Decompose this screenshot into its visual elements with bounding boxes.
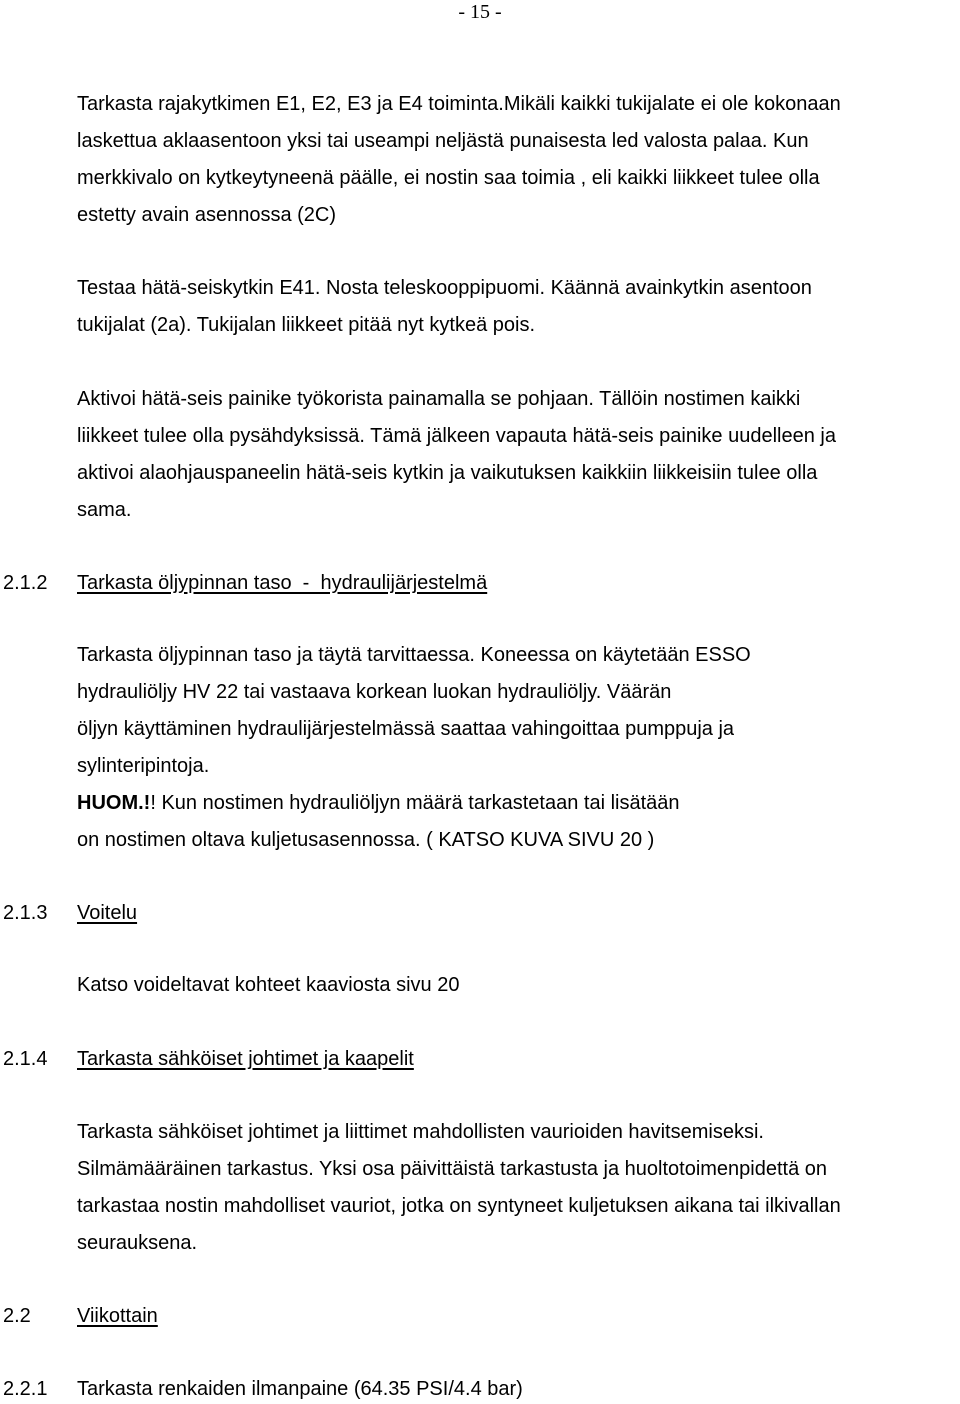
section-number-2-2-1: 2.2.1: [3, 1378, 48, 1400]
text-line: öljyn käyttäminen hydraulijärjestelmässä saattaa vahingoittaa pumppuja ja: [77, 718, 735, 740]
paragraph-limit-switch-check: [77, 86, 938, 234]
section-heading-oil-level: Tarkasta öljypinnan taso - hydraulijärjestelmä: [77, 572, 488, 594]
text-line: seurauksena.: [77, 1232, 198, 1254]
text-line: estetty avain asennossa (2C): [77, 204, 337, 226]
note-label: HUOM.!: [77, 792, 151, 814]
text-line: sylinteripintoja.: [77, 755, 210, 777]
section-number-2-1-2: 2.1.2: [3, 572, 48, 594]
paragraph-electrical: [77, 1114, 938, 1262]
section-number-2-1-4: 2.1.4: [3, 1048, 48, 1070]
paragraph-emergency-stop-activation: [77, 381, 938, 529]
section-number-2-1-3: 2.1.3: [3, 902, 48, 924]
text-line: merkkivalo on kytkeytyneenä päälle, ei nostin saa toimia , eli kaikki liikkeet tulee olla: [77, 167, 820, 189]
note-line: [77, 785, 938, 822]
section-number-2-2: 2.2: [3, 1305, 31, 1327]
paragraph-emergency-stop-test: [77, 270, 938, 344]
note-text: ! Kun nostimen hydrauliöljyn määrä tarkastetaan tai lisätään: [150, 792, 680, 814]
section-heading-tire-pressure: Tarkasta renkaiden ilmanpaine (64.35 PSI/4.4 bar): [77, 1378, 523, 1400]
text-line: hydrauliöljy HV 22 tai vastaava korkean luokan hydrauliöljy. Väärän: [77, 681, 672, 703]
text-line: Aktivoi hätä-seis painike työkorista painamalla se pohjaan. Tällöin nostimen kaikki: [77, 388, 801, 410]
text-line: Tarkasta sähköiset johtimet ja liittimet mahdollisten vaurioiden havitsemiseksi.: [77, 1121, 764, 1143]
page-number: - 15 -: [458, 1, 502, 23]
text-line: tarkastaa nostin mahdolliset vauriot, jotka on syntyneet kuljetuksen aikana tai ilkivallan: [77, 1195, 841, 1217]
text-line: aktivoi alaohjauspaneelin hätä-seis kytkin ja vaikutuksen kaikkiin liikkeisiin tulee olla: [77, 462, 818, 484]
text-line: Katso voideltavat kohteet kaaviosta sivu 20: [77, 974, 460, 996]
text-line: tukijalat (2a). Tukijalan liikkeet pitää nyt kytkeä pois.: [77, 314, 535, 336]
text-line: sama.: [77, 499, 132, 521]
section-heading-lubrication: Voitelu: [77, 902, 138, 924]
text-line: Tarkasta rajakytkimen E1, E2, E3 ja E4 toiminta.Mikäli kaikki tukijalate ei ole kokonaan: [77, 93, 841, 115]
text-line: laskettua aklaasentoon yksi tai useampi neljästä punaisesta led valosta palaa. Kun: [77, 130, 809, 152]
text-line: liikkeet tulee olla pysähdyksissä. Tämä jälkeen vapauta hätä-seis painike uudelleen ja: [77, 425, 836, 447]
section-heading-weekly: Viikottain: [77, 1305, 158, 1327]
text-line: on nostimen oltava kuljetusasennossa. ( KATSO KUVA SIVU 20 ): [77, 829, 655, 851]
text-line: Testaa hätä-seiskytkin E41. Nosta teleskooppipuomi. Käännä avainkytkin asentoon: [77, 277, 812, 299]
text-line: Silmämääräinen tarkastus. Yksi osa päivittäistä tarkastusta ja huoltotoimenpidettä on: [77, 1158, 828, 1180]
text-line: Tarkasta öljypinnan taso ja täytä tarvittaessa. Koneessa on käytetään ESSO: [77, 644, 751, 666]
section-heading-electrical: Tarkasta sähköiset johtimet ja kaapelit: [77, 1048, 414, 1070]
paragraph-oil-level: [77, 637, 938, 859]
paragraph-lubrication: [77, 967, 938, 1004]
